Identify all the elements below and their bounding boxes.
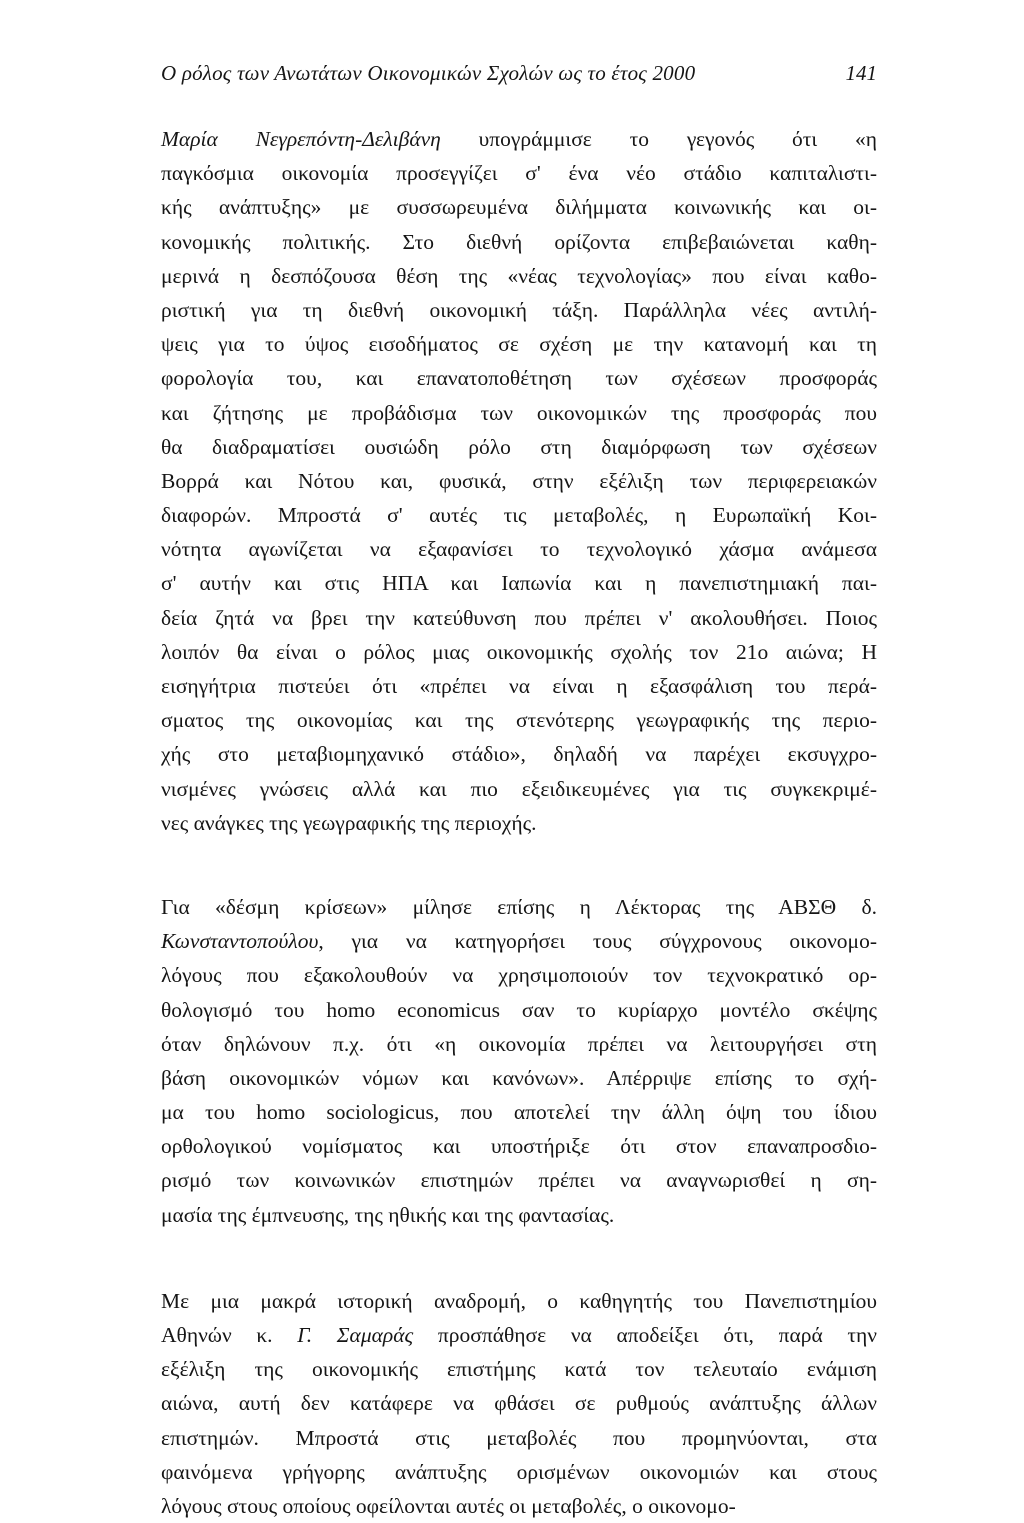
- text-line: [161, 1318, 877, 1352]
- text-line: [161, 1284, 877, 1318]
- line-text: νες ανάγκες της γεωγραφικής της περιοχής.: [161, 810, 537, 835]
- text-line: [161, 737, 877, 771]
- paragraph-1: [161, 122, 877, 840]
- page-number: 141: [845, 61, 877, 85]
- text-line: [161, 635, 877, 669]
- line-text: ψεις για το ύψος εισοδήματος σε σχέση με την κατανομή και τη: [161, 332, 877, 357]
- text-line: [161, 1163, 877, 1197]
- line-text: λόγους που εξακολουθούν να χρησιμοποιούν τον τεχνοκρατικό ορ-: [161, 963, 877, 988]
- text-line: [161, 1129, 877, 1163]
- line-text: προσπάθησε να αποδείξει ότι, παρά την: [413, 1323, 877, 1347]
- line-text: θολογισμό του homo economicus σαν το κυρίαρχο μοντέλο σκέψης: [161, 997, 877, 1022]
- text-line: [161, 430, 877, 464]
- line-text: Για «δέσμη κρίσεων» μίλησε επίσης η Λέκτορας της ΑΒΣΘ δ.: [161, 894, 877, 919]
- line-text: αιώνα, αυτή δεν κατάφερε να φθάσει σε ρυθμούς ανάπτυξης άλλων: [161, 1391, 877, 1416]
- line-text: νότητα αγωνίζεται να εξαφανίσει το τεχνολογικό χάσμα ανάμεσα: [161, 537, 877, 562]
- text-line: [161, 498, 877, 532]
- text-line: [161, 924, 877, 958]
- line-text: , για να κατηγορήσει τους σύγχρονους οικονομο-: [318, 929, 877, 954]
- line-text: μα του homo sociologicus, που αποτελεί την άλλη όψη του ίδιου: [161, 1100, 877, 1125]
- person-name: Γ. Σαμαράς: [297, 1323, 414, 1347]
- line-text: εξέλιξη της οικονομικής επιστήμης κατά τον τελευταίο ενάμιση: [161, 1357, 877, 1382]
- line-text: ορθολογικού νομίσματος και υποστήριξε ότι στον επαναπροσδιο-: [161, 1134, 877, 1159]
- line-text: Με μια μακρά ιστορική αναδρομή, ο καθηγητής του Πανεπιστημίου: [161, 1288, 877, 1313]
- line-text: φαινόμενα γρήγορης ανάπτυξης ορισμένων οικονομιών και στους: [161, 1459, 877, 1484]
- line-text: υπογράμμισε το γεγονός ότι «η: [440, 127, 878, 151]
- line-text: κής ανάπτυξης» με συσσωρευμένα διλήμματα κοινωνικής και οι-: [161, 195, 877, 220]
- line-text: θα διαδραματίσει ουσιώδη ρόλο στη διαμόρφωση των σχέσεων: [161, 434, 877, 459]
- text-line: [161, 1386, 877, 1420]
- text-line: [161, 703, 877, 737]
- line-text: φορολογία του, και επανατοποθέτηση των σχέσεων προσφοράς: [161, 366, 877, 391]
- text-line: [161, 1198, 877, 1232]
- text-line: [161, 1061, 877, 1095]
- text-line: [161, 225, 877, 259]
- text-line: [161, 1027, 877, 1061]
- text-line: [161, 190, 877, 224]
- text-line: [161, 601, 877, 635]
- text-line: [161, 327, 877, 361]
- line-text: Αθηνών κ.: [161, 1323, 298, 1347]
- person-name: Μαρία Νεγρεπόντη-Δελιβάνη: [161, 127, 441, 151]
- text-line: [161, 1455, 877, 1489]
- text-line: [161, 361, 877, 395]
- running-head: [161, 50, 877, 96]
- document-page: [161, 50, 877, 1523]
- paragraph-3: [161, 1284, 877, 1523]
- line-text: λόγους στους οποίους οφείλονται αυτές οι μεταβολές, ο οικονομο-: [161, 1493, 736, 1518]
- text-line: [161, 772, 877, 806]
- line-text: ριστική για τη διεθνή οικονομική τάξη. Παράλληλα νέες αντιλή-: [161, 297, 877, 322]
- line-text: όταν δηλώνουν π.χ. ότι «η οικονομία πρέπει να λειτουργήσει στη: [161, 1031, 877, 1056]
- text-line: [161, 396, 877, 430]
- line-text: Βορρά και Νότου και, φυσικά, στην εξέλιξη των περιφερειακών: [161, 468, 877, 493]
- line-text: βάση οικονομικών νόμων και κανόνων». Απέρριψε επίσης το σχή-: [161, 1065, 877, 1090]
- text-line: [161, 293, 877, 327]
- line-text: χής στο μεταβιομηχανικό στάδιο», δηλαδή να παρέχει εκσυγχρο-: [161, 742, 877, 767]
- line-text: παγκόσμια οικονομία προσεγγίζει σ' ένα νέο στάδιο καπιταλιστι-: [161, 161, 877, 186]
- text-line: [161, 1421, 877, 1455]
- line-text: επιστημών. Μπροστά στις μεταβολές που προμηνύονται, στα: [161, 1425, 877, 1450]
- line-text: σ' αυτήν και στις ΗΠΑ και Ιαπωνία και η πανεπιστημιακή παι-: [161, 571, 877, 596]
- line-text: λοιπόν θα είναι ο ρόλος μιας οικονομικής σχολής τον 21ο αιώνα; Η: [161, 639, 877, 664]
- line-text: νισμένες γνώσεις αλλά και πιο εξειδικευμένες για τις συγκεκριμέ-: [161, 776, 877, 801]
- text-line: [161, 464, 877, 498]
- line-text: δεία ζητά να βρει την κατεύθυνση που πρέπει ν' ακολουθήσει. Ποιος: [161, 605, 877, 630]
- line-text: κονομικής πολιτικής. Στο διεθνή ορίζοντα επιβεβαιώνεται καθη-: [161, 229, 877, 254]
- text-line: [161, 566, 877, 600]
- line-text: διαφορών. Μπροστά σ' αυτές τις μεταβολές, η Ευρωπαϊκή Κοι-: [161, 503, 877, 528]
- text-line: [161, 156, 877, 190]
- text-line: [161, 669, 877, 703]
- running-title: Ο ρόλος των Ανωτάτων Οικονομικών Σχολών ως το έτος 2000: [161, 61, 696, 85]
- line-text: εισηγήτρια πιστεύει ότι «πρέπει να είναι η εξασφάλιση του περά-: [161, 674, 877, 698]
- text-line: [161, 890, 877, 924]
- text-line: [161, 993, 877, 1027]
- line-text: σματος της οικονομίας και της στενότερης γεωγραφικής της περιο-: [161, 708, 877, 733]
- text-line: [161, 806, 877, 840]
- line-text: μερινά η δεσπόζουσα θέση της «νέας τεχνολογίας» που είναι καθο-: [161, 263, 877, 288]
- person-name: Κωνσταντοπούλου: [161, 929, 319, 954]
- paragraph-2: [161, 890, 877, 1232]
- text-line: [161, 532, 877, 566]
- text-line: [161, 259, 877, 293]
- line-text: και ζήτησης με προβάδισμα των οικονομικών της προσφοράς που: [161, 400, 877, 425]
- text-line: [161, 1352, 877, 1386]
- text-line: [161, 958, 877, 992]
- text-line: [161, 1489, 877, 1523]
- text-line: [161, 1095, 877, 1129]
- line-text: ρισμό των κοινωνικών επιστημών πρέπει να αναγνωρισθεί η ση-: [161, 1168, 877, 1193]
- text-line: [161, 122, 877, 156]
- line-text: μασία της έμπνευσης, της ηθικής και της φαντασίας.: [161, 1202, 615, 1227]
